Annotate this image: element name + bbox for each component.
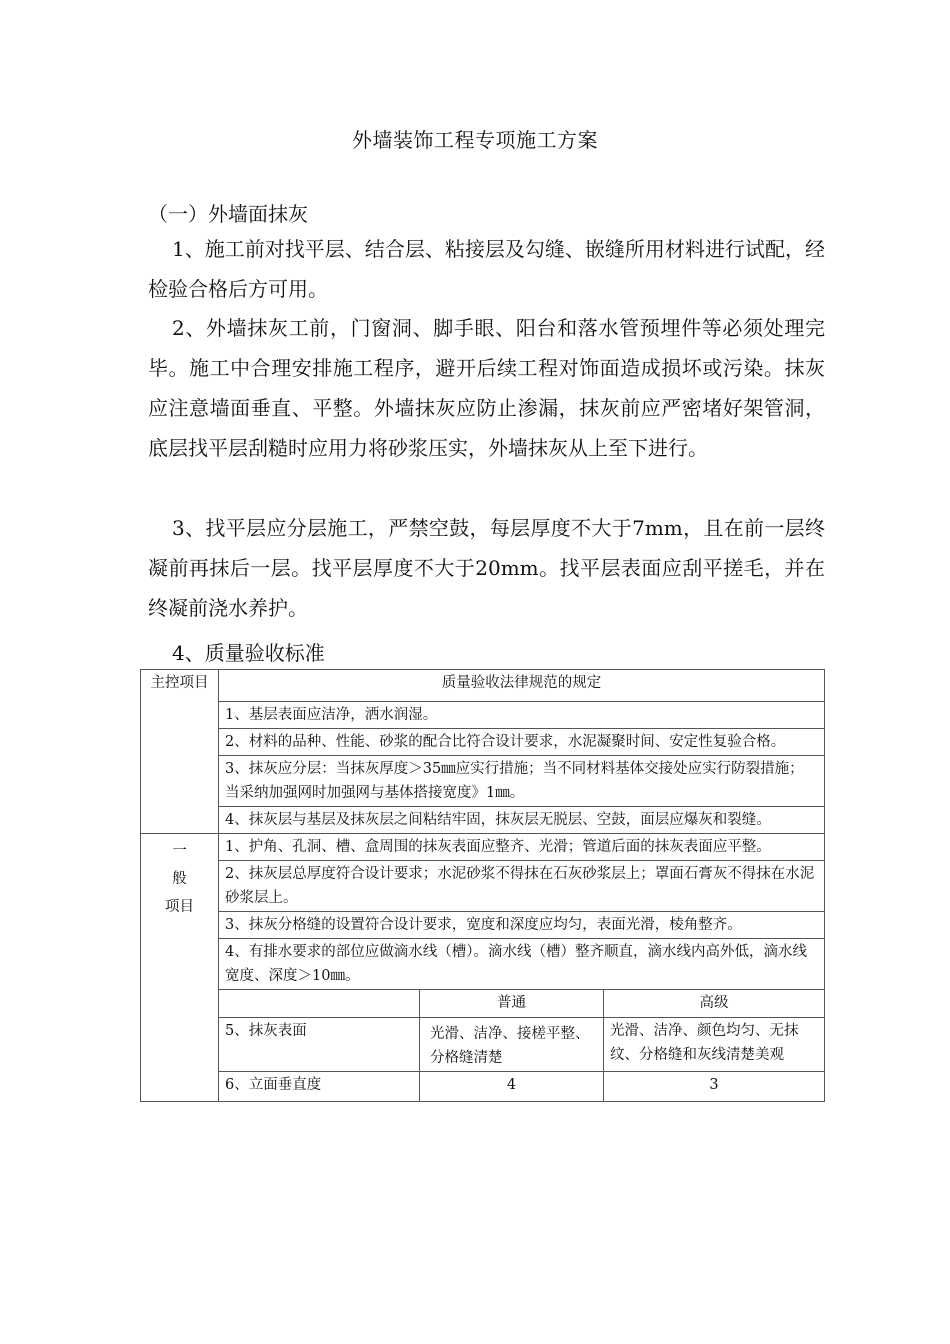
- main-item-2: 2、材料的品种、性能、砂浆的配合比符合设计要求，水泥凝聚时间、安定性复验合格。: [219, 729, 825, 756]
- grade-header-normal: 普通: [420, 990, 604, 1018]
- general-item-3: 3、抹灰分格缝的设置符合设计要求，宽度和深度应均匀，表面光滑，棱角整齐。: [219, 912, 825, 939]
- table-header: 质量验收法律规范的规定: [219, 670, 825, 702]
- general-item-1: 1、护角、孔洞、槽、盒周围的抹灰表面应整齐、光滑；管道后面的抹灰表面应平整。: [219, 834, 825, 861]
- paragraph-4: 4、质量验收标准: [172, 641, 325, 665]
- row-vertical-normal: 4: [420, 1072, 604, 1102]
- main-item-3: 3、抹灰应分层：当抹灰厚度＞35㎜应实行措施；当不同材料基体交接处应实行防裂措施；当采纳加强网时加强网与基体搭接宽度》1㎜。: [219, 756, 825, 807]
- section-heading: （一）外墙面抹灰: [148, 202, 308, 226]
- general-label-cell: [141, 834, 219, 1102]
- general-item-4: 4、有排水要求的部位应做滴水线（槽）。滴水线（槽）整齐顺直，滴水线内高外低，滴水线宽度、深度＞10㎜。: [219, 939, 825, 990]
- page-title: 外墙装饰工程专项施工方案: [352, 128, 598, 152]
- row-surface-high: 光滑、洁净、颜色均匀、无抹纹、分格缝和灰线清楚美观: [604, 1018, 825, 1072]
- row-vertical-label: 6、立面垂直度: [219, 1072, 420, 1102]
- paragraph-2: 2、外墙抹灰工前，门窗洞、脚手眼、阳台和落水管预埋件等必须处理完毕。施工中合理安排施工程序，避开后续工程对饰面造成损坏或污染。抹灰应注意墙面垂直、平整。外墙抹灰应防止渗漏，抹灰前应严密堵好架管洞，底层找平层刮糙时应用力将砂浆压实，外墙抹灰从上至下进行。: [148, 316, 825, 460]
- grade-header-high: 高级: [604, 990, 825, 1018]
- paragraph-3: 3、找平层应分层施工，严禁空鼓，每层厚度不大于7mm，且在前一层终凝前再抹后一层。找平层厚度不大于20mm。找平层表面应刮平搓毛，并在终凝前浇水养护。: [148, 516, 825, 620]
- row-vertical-high: 3: [604, 1072, 825, 1102]
- general-item-2: 2、抹灰层总厚度符合设计要求；水泥砂浆不得抹在石灰砂浆层上；罩面石膏灰不得抹在水泥砂浆层上。: [219, 861, 825, 912]
- row-surface-normal: [420, 1018, 604, 1072]
- grade-header-blank: [219, 990, 420, 1018]
- row-surface-normal-line-1: 光滑、洁净、接槎平整、: [430, 1026, 590, 1042]
- main-item-4: 4、抹灰层与基层及抹灰层之间粘结牢固，抹灰层无脱层、空鼓，面层应爆灰和裂缝。: [219, 807, 825, 834]
- general-label-line-2: 般: [172, 871, 187, 887]
- main-control-label: 主控项目: [141, 670, 219, 834]
- row-surface-normal-line-2: 分格缝清楚: [430, 1050, 503, 1066]
- quality-table: [140, 669, 824, 1102]
- general-label-line-3: 项目: [165, 899, 194, 915]
- paragraph-1: 1、施工前对找平层、结合层、粘接层及勾缝、嵌缝所用材料进行试配，经检验合格后方可用。: [148, 237, 825, 301]
- general-label-line-1: 一: [172, 843, 187, 859]
- main-item-1: 1、基层表面应洁净，洒水润湿。: [219, 702, 825, 729]
- row-surface-label: 5、抹灰表面: [219, 1018, 420, 1072]
